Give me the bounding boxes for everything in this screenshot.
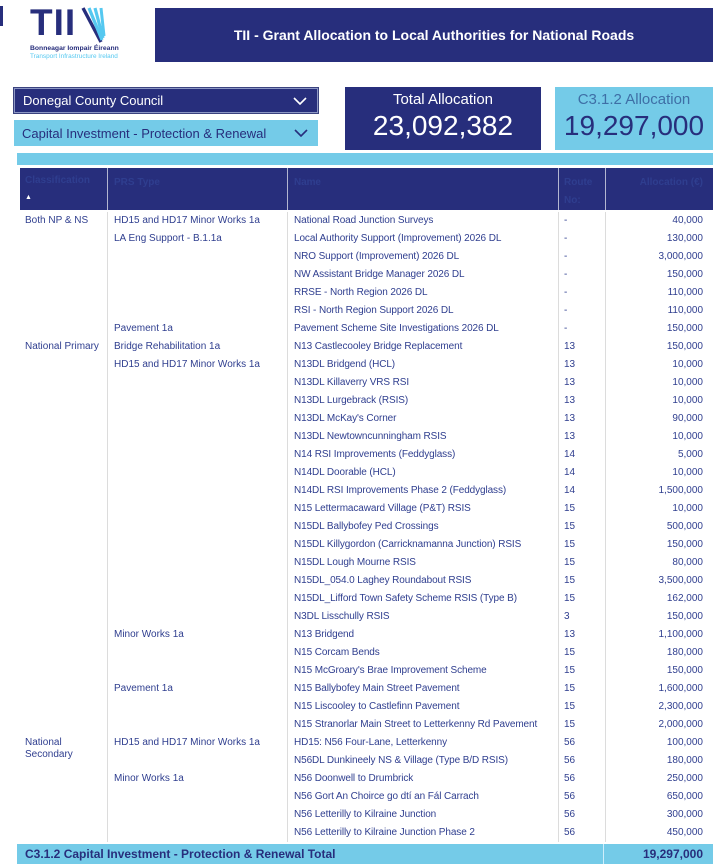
cell-alloc: 150,000 bbox=[666, 269, 703, 280]
cell-alloc: 150,000 bbox=[666, 539, 703, 550]
table-row[interactable] bbox=[20, 410, 713, 428]
cell-classification bbox=[20, 392, 108, 410]
table-row[interactable] bbox=[20, 464, 713, 482]
cell-classification bbox=[20, 806, 108, 824]
council-dropdown-value: Donegal County Council bbox=[23, 93, 164, 108]
cell-alloc: 162,000 bbox=[666, 593, 703, 604]
cell-alloc: 450,000 bbox=[666, 827, 703, 838]
table-row[interactable] bbox=[20, 698, 713, 716]
cell-prs bbox=[108, 500, 288, 518]
cell-alloc: 150,000 bbox=[666, 665, 703, 676]
cell-alloc: 10,000 bbox=[672, 431, 703, 442]
cell-alloc: 150,000 bbox=[666, 323, 703, 334]
table-row[interactable] bbox=[20, 716, 713, 734]
table-row[interactable] bbox=[20, 770, 713, 788]
cell-classification bbox=[20, 374, 108, 392]
cell-classification bbox=[20, 644, 108, 662]
logo-english-name: Transport Infrastructure Ireland bbox=[30, 53, 118, 60]
cell-classification: Both NP & NS bbox=[20, 212, 108, 230]
council-dropdown[interactable] bbox=[14, 88, 318, 113]
allocations-table bbox=[20, 168, 713, 842]
table-row[interactable] bbox=[20, 500, 713, 518]
cell-alloc: 90,000 bbox=[672, 413, 703, 424]
cell-classification bbox=[20, 518, 108, 536]
cell-prs bbox=[108, 482, 288, 500]
cell-route: 14 bbox=[559, 464, 606, 482]
cell-name: N15 Ballybofey Main Street Pavement bbox=[288, 680, 559, 698]
cell-classification bbox=[20, 626, 108, 644]
report-title-banner bbox=[155, 8, 713, 62]
table-row[interactable] bbox=[20, 212, 713, 230]
cell-route: 15 bbox=[559, 500, 606, 518]
cell-alloc: 10,000 bbox=[672, 503, 703, 514]
table-row[interactable] bbox=[20, 266, 713, 284]
cell-route: - bbox=[559, 320, 606, 338]
column-header-label: Classification bbox=[25, 175, 91, 186]
cell-name: N14DL RSI Improvements Phase 2 (Feddyglass) bbox=[288, 482, 559, 500]
cell-prs: HD15 and HD17 Minor Works 1a bbox=[108, 356, 288, 374]
cell-classification bbox=[20, 680, 108, 698]
cell-name: N13DL Bridgend (HCL) bbox=[288, 356, 559, 374]
cell-name: N56 Letterilly to Kilraine Junction Phase 2 bbox=[288, 824, 559, 842]
table-row[interactable] bbox=[20, 230, 713, 248]
cell-alloc: 2,300,000 bbox=[658, 701, 703, 712]
cell-prs: Bridge Rehabilitation 1a bbox=[108, 338, 288, 356]
cell-prs: Pavement 1a bbox=[108, 680, 288, 698]
table-row[interactable] bbox=[20, 518, 713, 536]
cell-prs bbox=[108, 752, 288, 770]
cell-prs bbox=[108, 662, 288, 680]
cell-prs bbox=[108, 518, 288, 536]
logo-irish-name: Bonneagar Iompair Éireann bbox=[30, 45, 119, 52]
cell-classification bbox=[20, 554, 108, 572]
cell-prs: HD15 and HD17 Minor Works 1a bbox=[108, 212, 288, 230]
cell-route: 3 bbox=[559, 608, 606, 626]
cell-alloc: 3,500,000 bbox=[658, 575, 703, 586]
cell-classification bbox=[20, 752, 108, 770]
cell-classification bbox=[20, 662, 108, 680]
cell-prs bbox=[108, 248, 288, 266]
cell-route: 15 bbox=[559, 680, 606, 698]
cell-classification bbox=[20, 770, 108, 788]
table-row[interactable] bbox=[20, 806, 713, 824]
cell-route: 56 bbox=[559, 788, 606, 806]
column-header-allocation[interactable] bbox=[606, 168, 713, 210]
cell-alloc: 180,000 bbox=[666, 647, 703, 658]
cell-name: N15DL Lough Mourne RSIS bbox=[288, 554, 559, 572]
cell-prs bbox=[108, 410, 288, 428]
table-row[interactable] bbox=[20, 374, 713, 392]
table-row[interactable] bbox=[20, 680, 713, 698]
table-row[interactable] bbox=[20, 590, 713, 608]
cell-prs bbox=[108, 302, 288, 320]
table-row[interactable] bbox=[20, 356, 713, 374]
cell-classification bbox=[20, 410, 108, 428]
cell-name: N13DL McKay's Corner bbox=[288, 410, 559, 428]
table-row[interactable] bbox=[20, 734, 713, 760]
cell-alloc: 1,100,000 bbox=[658, 629, 703, 640]
table-row[interactable] bbox=[20, 662, 713, 680]
cell-classification bbox=[20, 464, 108, 482]
cell-route: - bbox=[559, 284, 606, 302]
cell-alloc: 250,000 bbox=[666, 773, 703, 784]
column-header-route-no[interactable] bbox=[559, 168, 606, 210]
table-row[interactable] bbox=[20, 608, 713, 626]
logo-wordmark: TII bbox=[30, 2, 77, 43]
cell-alloc: 110,000 bbox=[667, 305, 703, 316]
cell-name: National Road Junction Surveys bbox=[288, 212, 559, 230]
cell-prs bbox=[108, 716, 288, 734]
programme-dropdown[interactable] bbox=[14, 120, 318, 146]
table-row[interactable] bbox=[20, 572, 713, 590]
table-row[interactable] bbox=[20, 824, 713, 842]
sort-ascending-icon: ▲ bbox=[25, 194, 32, 201]
cell-alloc: 10,000 bbox=[672, 467, 703, 478]
tii-logo bbox=[30, 4, 150, 60]
c312-allocation-label: C3.1.2 Allocation bbox=[577, 91, 691, 108]
cell-name: N13DL Lurgebrack (RSIS) bbox=[288, 392, 559, 410]
cell-route: 56 bbox=[559, 734, 606, 752]
cell-route: 15 bbox=[559, 590, 606, 608]
column-header-label: Allocation (€) bbox=[639, 177, 703, 188]
cell-route: 15 bbox=[559, 536, 606, 554]
cell-name: N15DL_Lifford Town Safety Scheme RSIS (Type B) bbox=[288, 590, 559, 608]
cell-name: N15DL_054.0 Laghey Roundabout RSIS bbox=[288, 572, 559, 590]
cell-name: RRSE - North Region 2026 DL bbox=[288, 284, 559, 302]
cell-route: 56 bbox=[559, 806, 606, 824]
cell-alloc: 40,000 bbox=[672, 215, 703, 226]
cell-classification bbox=[20, 428, 108, 446]
cell-prs: Pavement 1a bbox=[108, 320, 288, 338]
cell-prs bbox=[108, 788, 288, 806]
cell-route: 15 bbox=[559, 644, 606, 662]
c312-allocation-card bbox=[555, 87, 713, 150]
cell-name: N56 Doonwell to Drumbrick bbox=[288, 770, 559, 788]
table-body bbox=[20, 212, 713, 842]
cell-classification bbox=[20, 824, 108, 842]
cell-classification bbox=[20, 356, 108, 374]
cell-alloc: 5,000 bbox=[677, 449, 703, 460]
cell-prs bbox=[108, 374, 288, 392]
cell-prs bbox=[108, 572, 288, 590]
cell-prs bbox=[108, 590, 288, 608]
cell-alloc: 1,500,000 bbox=[658, 485, 703, 496]
c312-allocation-value: 19,297,000 bbox=[563, 110, 705, 141]
cell-classification bbox=[20, 698, 108, 716]
cell-route: 14 bbox=[559, 482, 606, 500]
cell-prs: HD15 and HD17 Minor Works 1a bbox=[108, 734, 288, 752]
cell-route: 13 bbox=[559, 374, 606, 392]
column-header-label: Route No: bbox=[564, 177, 593, 206]
column-header-label: Name bbox=[294, 177, 321, 188]
cell-prs bbox=[108, 266, 288, 284]
column-header-classification[interactable] bbox=[20, 168, 108, 210]
cell-classification bbox=[20, 590, 108, 608]
cell-classification: National Primary bbox=[20, 338, 108, 356]
cell-name: N56 Letterilly to Kilraine Junction bbox=[288, 806, 559, 824]
table-row[interactable] bbox=[20, 644, 713, 662]
cell-alloc: 500,000 bbox=[666, 521, 703, 532]
table-row[interactable] bbox=[20, 302, 713, 320]
cell-classification bbox=[20, 230, 108, 248]
total-allocation-value: 23,092,382 bbox=[372, 110, 514, 141]
total-row-label: C3.1.2 Capital Investment - Protection & Renewal Total bbox=[25, 847, 336, 861]
cell-name: N15 Stranorlar Main Street to Letterkenny Rd Pavement bbox=[288, 716, 559, 734]
cell-name: N56 Gort An Choirce go dtí an Fál Carrach bbox=[288, 788, 559, 806]
cell-prs bbox=[108, 446, 288, 464]
table-row[interactable] bbox=[20, 536, 713, 554]
table-row[interactable] bbox=[20, 428, 713, 446]
total-allocation-card bbox=[345, 87, 541, 150]
cell-alloc: 110,000 bbox=[667, 287, 703, 298]
cell-route: 13 bbox=[559, 428, 606, 446]
total-allocation-label: Total Allocation bbox=[392, 91, 494, 108]
table-row[interactable] bbox=[20, 788, 713, 806]
cell-name: N13 Castlecooley Bridge Replacement bbox=[288, 338, 559, 356]
cell-alloc: 150,000 bbox=[666, 341, 703, 352]
cell-prs bbox=[108, 464, 288, 482]
cell-name: N15DL Ballybofey Ped Crossings bbox=[288, 518, 559, 536]
cell-prs: Minor Works 1a bbox=[108, 626, 288, 644]
cell-route: 56 bbox=[559, 770, 606, 788]
cell-classification: National Secondary bbox=[20, 734, 108, 752]
cell-route: 13 bbox=[559, 410, 606, 428]
cell-classification bbox=[20, 320, 108, 338]
table-row[interactable] bbox=[20, 554, 713, 572]
table-row[interactable] bbox=[20, 626, 713, 644]
cell-route: 15 bbox=[559, 572, 606, 590]
cell-name: N3DL Lisschully RSIS bbox=[288, 608, 559, 626]
cell-name: N15 Liscooley to Castlefinn Pavement bbox=[288, 698, 559, 716]
column-header-label: PRS Type bbox=[114, 177, 160, 188]
cell-prs bbox=[108, 536, 288, 554]
cell-classification bbox=[20, 482, 108, 500]
divider-bar bbox=[17, 153, 713, 165]
cell-name: HD15: N56 Four-Lane, Letterkenny bbox=[288, 734, 559, 752]
cell-classification bbox=[20, 788, 108, 806]
cell-prs: LA Eng Support - B.1.1a bbox=[108, 230, 288, 248]
cell-prs bbox=[108, 806, 288, 824]
table-row[interactable] bbox=[20, 284, 713, 302]
column-header-name[interactable] bbox=[288, 168, 559, 210]
cell-classification bbox=[20, 302, 108, 320]
cell-name: N13 Bridgend bbox=[288, 626, 559, 644]
cell-name: Local Authority Support (Improvement) 2026 DL bbox=[288, 230, 559, 248]
table-total-row bbox=[17, 844, 713, 864]
table-row[interactable] bbox=[20, 446, 713, 464]
column-header-prs-type[interactable] bbox=[108, 168, 288, 210]
cell-alloc: 100,000 bbox=[666, 737, 703, 748]
cell-prs bbox=[108, 284, 288, 302]
total-row-value: 19,297,000 bbox=[603, 844, 713, 864]
cell-name: N13DL Killaverry VRS RSI bbox=[288, 374, 559, 392]
cell-classification bbox=[20, 446, 108, 464]
table-row[interactable] bbox=[20, 392, 713, 410]
cell-route: - bbox=[559, 266, 606, 284]
cell-name: N14DL Doorable (HCL) bbox=[288, 464, 559, 482]
chevron-down-icon bbox=[294, 129, 308, 137]
cell-alloc: 1,600,000 bbox=[658, 683, 703, 694]
cell-route: 56 bbox=[559, 752, 606, 770]
cell-classification bbox=[20, 500, 108, 518]
cell-classification bbox=[20, 716, 108, 734]
cell-alloc: 10,000 bbox=[672, 395, 703, 406]
cell-name: N14 RSI Improvements (Feddyglass) bbox=[288, 446, 559, 464]
cell-classification bbox=[20, 266, 108, 284]
cell-route: 15 bbox=[559, 518, 606, 536]
cell-alloc: 10,000 bbox=[672, 377, 703, 388]
cell-route: 13 bbox=[559, 626, 606, 644]
cell-alloc: 650,000 bbox=[666, 791, 703, 802]
cell-name: NW Assistant Bridge Manager 2026 DL bbox=[288, 266, 559, 284]
cell-route: 15 bbox=[559, 662, 606, 680]
cell-classification bbox=[20, 572, 108, 590]
cell-alloc: 150,000 bbox=[666, 611, 703, 622]
table-row[interactable] bbox=[20, 752, 713, 770]
cell-prs bbox=[108, 824, 288, 842]
cell-name: N56DL Dunkineely NS & Village (Type B/D RSIS) bbox=[288, 752, 559, 770]
cell-route: - bbox=[559, 248, 606, 266]
cell-name: Pavement Scheme Site Investigations 2026 DL bbox=[288, 320, 559, 338]
table-row[interactable] bbox=[20, 320, 713, 338]
cell-alloc: 180,000 bbox=[666, 755, 703, 766]
harp-icon bbox=[78, 6, 106, 44]
cell-prs bbox=[108, 428, 288, 446]
cell-alloc: 80,000 bbox=[672, 557, 703, 568]
programme-dropdown-value: Capital Investment - Protection & Renewal bbox=[22, 125, 267, 141]
report-title: TII - Grant Allocation to Local Authorities for National Roads bbox=[233, 27, 635, 43]
cell-route: - bbox=[559, 212, 606, 230]
cell-prs bbox=[108, 644, 288, 662]
cell-prs bbox=[108, 392, 288, 410]
cell-route: 15 bbox=[559, 698, 606, 716]
cell-name: RSI - North Region Support 2026 DL bbox=[288, 302, 559, 320]
cell-alloc: 130,000 bbox=[666, 233, 703, 244]
cell-route: 13 bbox=[559, 356, 606, 374]
table-row[interactable] bbox=[20, 482, 713, 500]
chevron-down-icon bbox=[293, 97, 307, 105]
cell-classification bbox=[20, 536, 108, 554]
cell-prs bbox=[108, 698, 288, 716]
cell-name: N13DL Newtowncunningham RSIS bbox=[288, 428, 559, 446]
cell-name: N15DL Killygordon (Carricknamanna Junction) RSIS bbox=[288, 536, 559, 554]
table-header-row bbox=[20, 168, 713, 210]
cell-route: - bbox=[559, 230, 606, 248]
cell-classification bbox=[20, 284, 108, 302]
table-row[interactable] bbox=[20, 338, 713, 356]
cell-alloc: 10,000 bbox=[672, 359, 703, 370]
cell-name: N15 Corcam Bends bbox=[288, 644, 559, 662]
cell-prs bbox=[108, 608, 288, 626]
cell-route: 15 bbox=[559, 716, 606, 734]
cell-prs bbox=[108, 554, 288, 572]
cell-route: 14 bbox=[559, 446, 606, 464]
cell-classification bbox=[20, 248, 108, 266]
cell-route: 15 bbox=[559, 554, 606, 572]
cell-route: 13 bbox=[559, 392, 606, 410]
cell-alloc: 2,000,000 bbox=[658, 719, 703, 730]
table-row[interactable] bbox=[20, 248, 713, 266]
cell-alloc: 3,000,000 bbox=[658, 251, 703, 262]
cell-name: N15 Lettermacaward Village (P&T) RSIS bbox=[288, 500, 559, 518]
edge-artifact bbox=[0, 6, 3, 26]
cell-prs: Minor Works 1a bbox=[108, 770, 288, 788]
cell-route: - bbox=[559, 302, 606, 320]
cell-alloc: 300,000 bbox=[666, 809, 703, 820]
cell-name: N15 McGroary's Brae Improvement Scheme bbox=[288, 662, 559, 680]
cell-name: NRO Support (Improvement) 2026 DL bbox=[288, 248, 559, 266]
cell-route: 13 bbox=[559, 338, 606, 356]
cell-route: 56 bbox=[559, 824, 606, 842]
cell-classification bbox=[20, 608, 108, 626]
